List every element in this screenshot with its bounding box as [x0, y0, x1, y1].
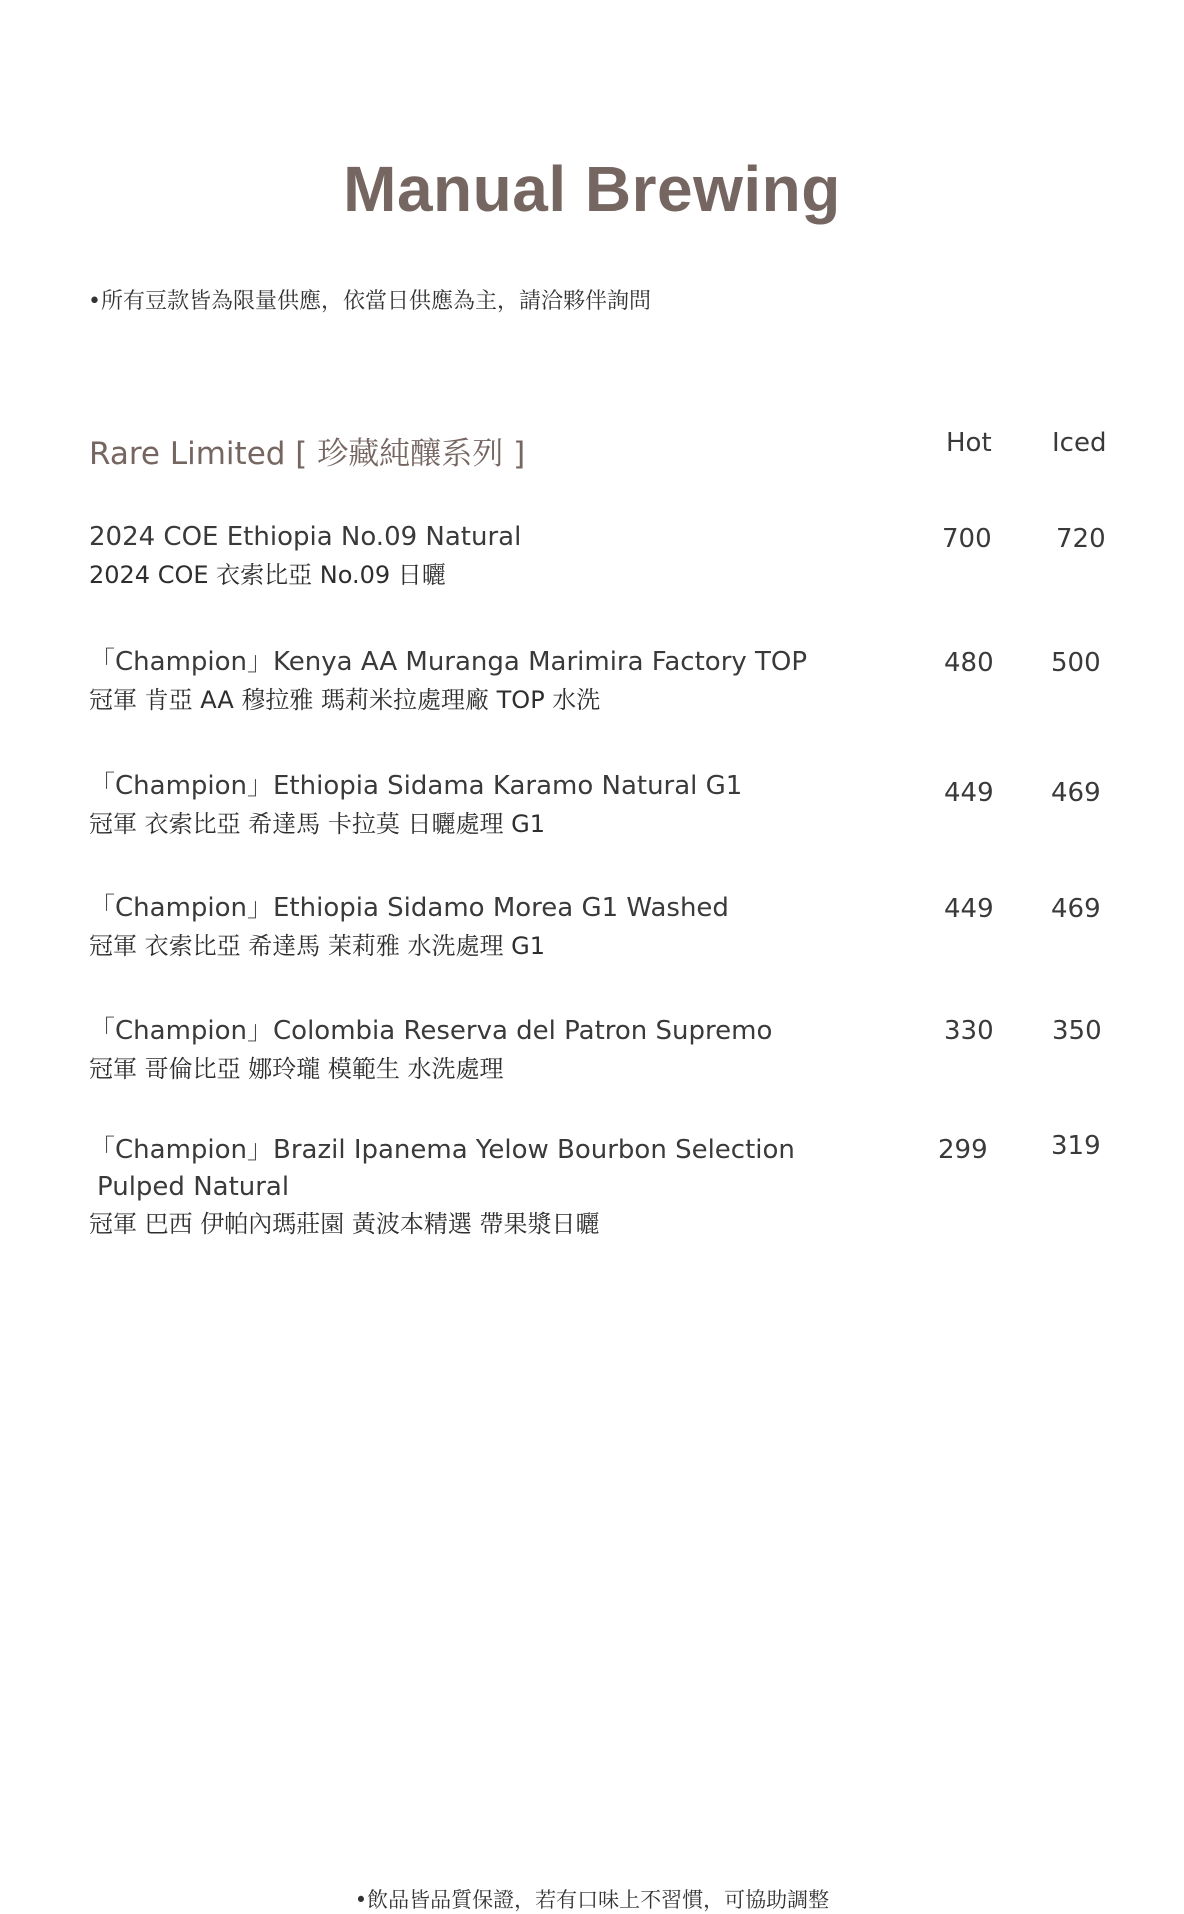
menu-item	[89, 1131, 849, 1243]
item-chinese-name: 冠軍 肯亞 AA 穆拉雅 瑪莉米拉處理廠 TOP 水洗	[89, 686, 601, 714]
footer-note: •飲品皆品質保證，若有口味上不習慣，可協助調整	[354, 1888, 830, 1912]
item-english-name: 「Champion」Ethiopia Sidamo Morea G1 Washed	[89, 893, 729, 923]
price-iced: 350	[1052, 1016, 1102, 1046]
column-header-hot: Hot	[946, 428, 992, 458]
item-english-name: 「Champion」Brazil Ipanema Yelow Bourbon Selection	[89, 1135, 795, 1165]
menu-item	[89, 889, 849, 965]
item-chinese-name: 冠軍 衣索比亞 希達馬 卡拉莫 日曬處理 G1	[89, 810, 546, 838]
price-iced: 720	[1056, 524, 1106, 554]
page-title: Manual Brewing	[343, 153, 841, 225]
price-iced: 469	[1051, 894, 1101, 924]
section-title: Rare Limited [ 珍藏純釀系列 ]	[89, 436, 526, 472]
menu-item	[89, 518, 849, 594]
menu-item	[89, 643, 849, 719]
item-chinese-name: 冠軍 巴西 伊帕內瑪莊園 黃波本精選 帶果漿日曬	[89, 1210, 600, 1238]
item-chinese-name: 2024 COE 衣索比亞 No.09 日曬	[89, 561, 446, 589]
menu-item	[89, 767, 849, 843]
price-iced: 500	[1051, 648, 1101, 678]
menu-item	[89, 1012, 849, 1088]
item-english-name: 2024 COE Ethiopia No.09 Natural	[89, 522, 522, 552]
item-chinese-name: 冠軍 衣索比亞 希達馬 茉莉雅 水洗處理 G1	[89, 932, 546, 960]
price-hot: 330	[944, 1016, 994, 1046]
item-english-name-continued: Pulped Natural	[97, 1172, 290, 1202]
price-hot: 449	[944, 894, 994, 924]
price-iced: 469	[1051, 778, 1101, 808]
supply-note: •所有豆款皆為限量供應，依當日供應為主，請洽夥伴詢問	[88, 289, 651, 314]
column-header-iced: Iced	[1052, 428, 1107, 458]
item-english-name: 「Champion」Kenya AA Muranga Marimira Factory TOP	[89, 647, 808, 677]
price-hot: 480	[944, 648, 994, 678]
price-iced: 319	[1051, 1131, 1101, 1161]
price-hot: 700	[942, 524, 992, 554]
item-english-name: 「Champion」Ethiopia Sidama Karamo Natural G1	[89, 771, 743, 801]
item-english-name: 「Champion」Colombia Reserva del Patron Supremo	[89, 1016, 773, 1046]
item-chinese-name: 冠軍 哥倫比亞 娜玲瓏 模範生 水洗處理	[89, 1055, 504, 1083]
price-hot: 449	[944, 778, 994, 808]
price-hot: 299	[938, 1135, 988, 1165]
